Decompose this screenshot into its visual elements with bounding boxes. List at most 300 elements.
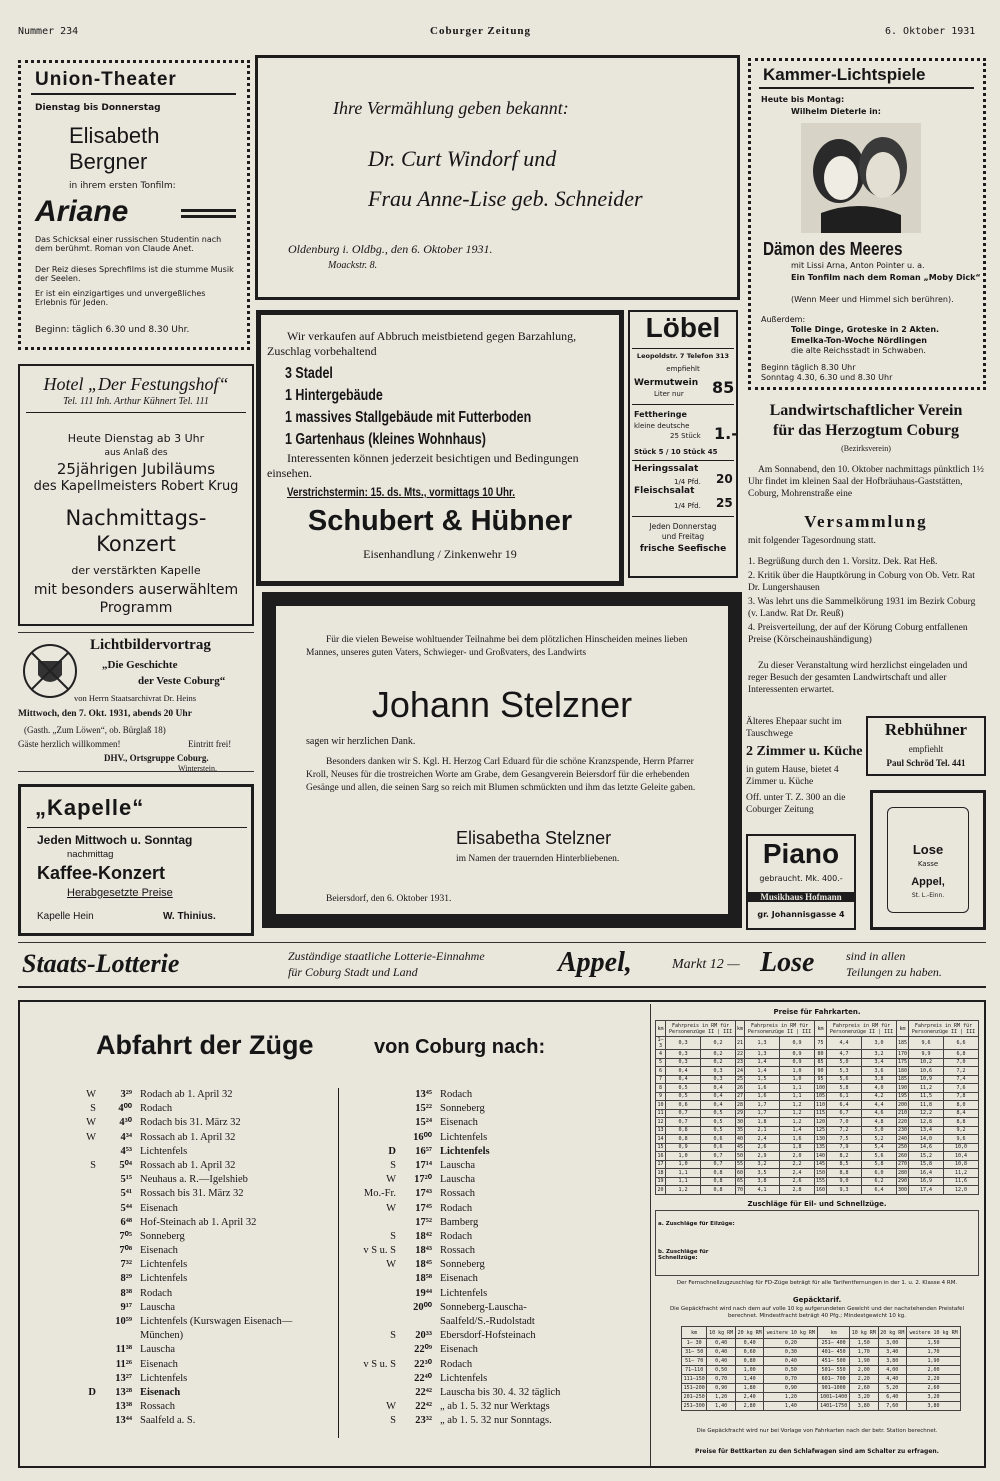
train-destination: Hof-Steinach ab 1. April 32 [140,1216,257,1228]
loebel-name: Löbel [645,312,721,343]
fares-cell: 0,8 [701,1177,736,1186]
fares-cell: 50 [737,1152,744,1159]
fd-note: Der Fernschnellzugzuschlag für FD-Züge beträgt für alle Tarifentfernungen in der 1. u. 2. Klasse 4 RM. [676,1280,958,1286]
mourning-name: Johann Stelzner [371,684,633,725]
kammer-title: Kammer-Lichtspiele [763,65,926,84]
fares-row [656,1169,979,1178]
train-destination: Rossach [440,1188,475,1200]
fares-cell: 3,2 [862,1050,897,1059]
loebel-unit-2: 1/4 Pfd. [674,502,701,510]
train-row [70,1173,338,1187]
train-destination: Sonneberg [440,1103,485,1115]
train-time: 19⁴⁴ [415,1287,432,1299]
fares-cell: 15,2 [909,1152,944,1161]
fares-cell: 2,1 [745,1126,780,1135]
fares-cell: 95 [815,1075,827,1084]
fares-cell: 20 [656,1186,666,1195]
loebel-meat-salad: Fleischsalat [634,486,695,496]
hotel-line-4: des Kapellmeisters Robert Krug [33,479,239,494]
piano-ad [746,834,856,930]
fares-cell: 1,6 [745,1084,780,1093]
fares-cell: 1,2 [780,1109,815,1118]
lichtbild-guests: Gäste herzlich willkommen! [18,739,121,749]
piano-address: gr. Johannisgasse 4 [757,910,845,919]
landwirt-invite: Zu dieser Veranstaltung wird herzlichst eingeladen und reger Besuch der gesamten Landwirtschaft und aller Interessenten erwartet. [748,661,968,695]
fares-cell: 5 [656,1058,666,1067]
loebel-meat-salad-price: 25 [716,496,733,510]
train-destination: Sonneberg [440,1259,485,1271]
fares-cell: 1,8 [745,1118,780,1127]
fares-cell: 4,4 [862,1101,897,1110]
gepaeck-cell: 1,50 [907,1339,961,1348]
fares-cell: 14,0 [909,1135,944,1144]
train-time: 10⁵⁹ [115,1316,132,1327]
fares-cell: 2,4 [745,1135,780,1144]
gepaeck-cell: 0,50 [707,1366,736,1375]
piano-price: gebraucht. Mk. 400.- [759,874,843,883]
gepaeck-row [682,1402,961,1411]
zuschlag-title: Zuschläge für Eil- und Schnellzüge. [747,1200,887,1208]
fares-cell: 6,7 [827,1109,862,1118]
train-day-code: v S u. S [363,1358,396,1370]
union-intro: in ihrem ersten Tonfilm: [69,181,176,191]
gepaeck-cell: 31— 50 [682,1348,707,1357]
fares-cell: 0,7 [701,1152,736,1161]
kammer-novel: Ein Tonfilm nach dem Roman „Moby Dick“ [791,273,981,282]
fares-cell: 1,1 [780,1084,815,1093]
gepaeck-cell: 2,20 [907,1375,961,1384]
rebhuehner-ad [866,716,986,776]
gepaeck-cell: 901—1000 [818,1384,850,1393]
fares-cell: 1,6 [745,1092,780,1101]
fares-cell: 10 [656,1101,666,1110]
fares-cell: 2,6 [780,1177,815,1186]
fares-cell: 0,3 [666,1050,701,1059]
fares-cell: 0,5 [701,1118,736,1127]
gepaeck-cell: 1,70 [850,1348,879,1357]
gepaeck-cell: 2,80 [735,1402,764,1411]
fares-cell: 1,1 [780,1092,815,1101]
train-time: 13²⁷ [115,1372,132,1384]
fares-cell: 8,8 [944,1118,979,1127]
kapelle-line-1: Jeden Mittwoch u. Sonntag [37,833,193,847]
gepaeck-cell: 7,60 [878,1402,907,1411]
train-time: 20³³ [415,1330,432,1342]
fares-cell: 8,0 [944,1101,979,1110]
gepaeck-cell: 0,60 [735,1348,764,1357]
loebel-herring: Fettheringe [634,410,687,419]
fares-cell: 0,2 [701,1037,736,1050]
train-time: 15²⁴ [415,1117,432,1129]
fares-cell: 0,3 [666,1058,701,1067]
kammer-lichtspiele-ad [748,58,986,390]
fares-header-row [656,1021,979,1037]
fares-cell: 1,0 [666,1152,701,1161]
fares-row [656,1075,979,1084]
gepaeck-row [682,1348,961,1357]
rebhuehner-title: Rebhühner [884,720,968,739]
fares-cell: 9,3 [827,1186,862,1195]
train-destination: Lauscha [440,1159,475,1171]
fares-cell: 0,7 [666,1118,701,1127]
train-time: 22⁰⁹ [414,1344,432,1356]
fares-cell: 4,4 [827,1037,862,1050]
train-destination: Lichtenfels [140,1372,188,1384]
kammer-days: Heute bis Montag: [761,95,845,104]
train-destination: Rodach [140,1287,173,1299]
train-row [346,1272,646,1286]
train-destination: Rodach bis 31. März 32 [140,1117,241,1129]
kammer-note: (Wenn Meer und Himmel sich berühren). [791,295,954,304]
gepaeck-cell: 1,00 [735,1366,764,1375]
train-row [346,1386,646,1400]
page-number: Nummer 234 [18,26,79,37]
fares-cell: 9 [656,1092,666,1101]
train-destination: Lichtenfels (Kurswagen Eisenach— [140,1316,293,1327]
train-row [346,1244,646,1258]
lichtbild-sub-1: „Die Geschichte [102,659,178,671]
train-row [346,1187,646,1201]
fares-cell: 300 [898,1186,908,1193]
hotel-festungshof-ad [18,364,254,626]
mourning-signer-2: im Namen der trauernden Hinterbliebenen. [456,854,620,864]
lose-appel: Appel, [911,876,945,888]
gepaeck-cell: 3,20 [907,1393,961,1402]
mourning-notice [262,592,742,928]
train-row [346,1145,646,1159]
fares-cell: 3,0 [862,1037,897,1050]
fares-cell: 6 [656,1067,666,1076]
fares-cell: 1,1 [666,1177,701,1186]
train-day-code: S [90,1159,96,1171]
train-time: 22³⁰ [414,1358,432,1370]
fares-header-cell: Fahrpreis in RM für Personenzüge II | III [666,1021,736,1037]
train-time: 9¹⁷ [120,1301,132,1313]
fares-cell: 1,8 [780,1143,815,1152]
fares-cell: 8,8 [827,1169,862,1178]
fares-cell: 17,4 [909,1186,944,1195]
fares-cell: 13 [656,1126,666,1135]
train-destination: Saalfeld/S.-Rudolstadt [440,1316,535,1327]
kapelle-line-3: Kaffee-Konzert [37,863,166,883]
fares-row [656,1160,979,1169]
abbruch-termin: Verstrichstermin: 15. ds. Mts., vormittags 10 Uhr. [287,485,516,499]
union-star-last: Bergner [69,149,148,174]
fares-cell: 170 [898,1050,908,1057]
train-destination: Eisenach [140,1386,181,1398]
landwirt-order: mit folgender Tagesordnung statt. [748,536,876,546]
train-destination: Eisenach [140,1358,178,1370]
train-row [346,1343,646,1357]
lose-kasse: Kasse [917,860,939,868]
fares-cell: 0,8 [666,1126,701,1135]
train-destination: Rossach ab 1. April 32 [140,1131,236,1143]
train-time: 20⁰⁰ [413,1301,432,1313]
fares-cell: 11,2 [909,1084,944,1093]
train-destination: Lauscha bis 30. 4. 32 täglich [440,1386,561,1398]
gepaeck-cell: 1,40 [764,1402,818,1411]
train-time: 11³⁸ [115,1344,132,1356]
fares-cell: 9,0 [827,1177,862,1186]
train-destination: „ ab 1. 5. 32 nur Werktags [440,1401,550,1413]
gepaeck-cell: 2,00 [907,1366,961,1375]
fares-cell: 13,4 [909,1126,944,1135]
fares-row [656,1118,979,1127]
fares-cell: 7,9 [827,1143,862,1152]
fares-row [656,1084,979,1093]
fares-cell: 0,5 [666,1084,701,1093]
gepaeck-cell: 4,00 [878,1366,907,1375]
train-row [70,1145,338,1159]
loebel-fish: frische Seefische [639,544,727,554]
train-time: 15²² [415,1103,432,1115]
lotterie-lose: Lose [760,947,815,978]
train-row [346,1202,646,1216]
kammer-also: Außerdem: [761,315,806,324]
gepaeck-row [682,1357,961,1366]
fares-cell: 45 [737,1144,744,1151]
gepaeck-cell: 2,00 [850,1366,879,1375]
fares-cell: 17 [656,1160,666,1169]
train-row [346,1216,646,1230]
train-time: 13⁴⁴ [115,1415,132,1427]
gepaeck-cell: 251— 400 [818,1339,850,1348]
hotel-line-7: der verstärkten Kapelle [71,564,201,577]
gepaeck-cell: 2,60 [850,1384,879,1393]
loebel-address: Leopoldstr. 7 Telefon 313 [636,352,730,360]
newspaper-name: Coburger Zeitung [430,25,532,37]
kammer-star: Wilhelm Dieterle in: [791,107,881,116]
train-row [346,1287,646,1301]
gepaeck-row [682,1375,961,1384]
train-day-code: D [88,1386,96,1398]
fares-cell: 7,0 [827,1118,862,1127]
mourning-text-2: Besonders danken wir S. Kgl. H. Herzog Carl Eduard für die schöne Kranzspende, Herrn Pfarrer Kroll, Neuses für die trostreichen Worte am Grabe, dem Gesangverein Beiersdorf für die erhebenden Gesänge und allen, die seinen Sarg so reich mit Blumen schmückten und ihm das letzte Geleite gaben. [306,757,696,793]
kammer-extra-1: Tolle Dinge, Groteske in 2 Akten. [791,325,940,334]
fares-cell: 40 [737,1135,744,1142]
train-row [346,1414,646,1428]
train-row [346,1372,646,1386]
hotel-owner: Tel. 111 Inh. Arthur Kühnert Tel. 111 [63,396,209,407]
gepaeck-cell: 0,40 [735,1339,764,1348]
train-row [346,1173,646,1187]
train-time: 11²⁶ [115,1358,132,1370]
wedding-line-1: Ihre Vermählung geben bekannt: [333,98,569,118]
fares-cell: 12,8 [909,1118,944,1127]
mourning-place: Beiersdorf, den 6. Oktober 1931. [326,894,452,904]
gepaeck-cell: 2,40 [735,1393,764,1402]
gepaeck-cell: 3,80 [850,1402,879,1411]
fares-cell: 290 [898,1178,908,1185]
gepaeck-cell: 1,40 [735,1375,764,1384]
rebhuehner-rec: empfiehlt [908,744,944,754]
lichtbild-by: von Herrn Staatsarchivrat Dr. Heins [74,693,197,703]
fares-cell: 12 [656,1118,666,1127]
fares-cell: 125 [816,1127,826,1134]
landwirt-title-1: Landwirtschaftlicher Verein [769,402,963,419]
train-day-code: Mo.-Fr. [363,1188,396,1200]
fares-cell: 18 [656,1169,666,1178]
fares-cell: 5,8 [862,1160,897,1169]
fares-cell: 6,8 [944,1050,979,1059]
fares-cell: 4,7 [827,1050,862,1059]
fares-cell: 7,5 [827,1135,862,1144]
fares-cell: 19 [656,1177,666,1186]
abbruch-info: Interessenten können jederzeit besichtigen und Bedingungen einsehen. [267,451,579,480]
abbruch-item: 1 Hintergebäude [285,387,383,404]
fares-cell: 8,4 [944,1109,979,1118]
fares-cell: 2,2 [780,1160,815,1169]
train-time: 18⁴³ [415,1245,432,1257]
fares-cell: 55 [737,1161,744,1168]
trains-title: Abfahrt der Züge [96,1030,314,1060]
fares-cell: 10,0 [944,1143,979,1152]
kammer-extra-3: die alte Reichsstadt in Schwaben. [791,346,926,355]
fares-cell: 10,9 [909,1075,944,1084]
train-row [70,1400,338,1414]
fares-cell: 0,9 [780,1058,815,1067]
lichtbild-ad [18,632,254,772]
fares-cell: 3,6 [862,1067,897,1076]
fares-cell: 14 [656,1135,666,1144]
fares-cell: 0,5 [701,1126,736,1135]
train-time: 4³⁰ [119,1117,132,1129]
fares-cell: 2,6 [745,1143,780,1152]
fares-cell: 85 [815,1058,827,1067]
train-destination: Lichtenfels [440,1145,490,1157]
train-day-code: W [86,1131,96,1143]
fares-cell: 10,2 [909,1058,944,1067]
train-row [346,1116,646,1130]
lichtbild-org-2: Winterstein. [178,764,217,773]
train-row [70,1187,338,1201]
fares-cell: 0,2 [701,1050,736,1059]
fares-cell: 1—3 [656,1037,666,1050]
kammer-cast: mit Lissi Arna, Anton Pointer u. a. [791,261,925,270]
fares-cell: 150 [816,1169,826,1176]
fares-cell: 200 [898,1101,908,1108]
gepaeck-cell: 6,40 [878,1393,907,1402]
train-row [346,1088,646,1102]
fares-cell: 4,1 [745,1186,780,1195]
loebel-wine-price: 85 [712,378,735,397]
train-destination: Rodach [440,1230,473,1242]
gepaeck-cell: 1,40 [707,1402,736,1411]
loebel-thursday: Jeden Donnerstag [649,522,717,531]
train-row [346,1329,646,1343]
train-time: 16⁰⁰ [413,1131,432,1143]
fares-cell: 6,4 [827,1101,862,1110]
train-destination: Eisenach [440,1273,478,1285]
train-destination: Eisenach [440,1117,478,1129]
fares-cell: 5,6 [862,1152,897,1161]
fares-cell: 110 [816,1101,826,1108]
hotel-line-3: 25jährigen Jubiläums [56,460,216,478]
fares-header-cell: Fahrpreis in RM für Personenzüge II | III [827,1021,897,1037]
train-day-code: W [86,1117,96,1129]
gepaeck-header-cell: weitere 10 kg RM [764,1327,818,1339]
gepaeck-cell: 0,40 [707,1348,736,1357]
kapelle-line-6: W. Thinius. [163,911,216,922]
fares-cell: 270 [898,1161,908,1168]
fares-cell: 26 [737,1084,744,1091]
union-paragraph-3: Er ist ein einzigartiges und unvergeßliches Erlebnis für Jeden. [35,289,206,307]
fares-cell: 23 [737,1059,744,1066]
hotel-line-8: mit besonders auserwähltem [33,582,239,598]
gepaeck-cell: 0,90 [707,1384,736,1393]
fares-cell: 35 [737,1127,744,1134]
train-destination: Eisenach [140,1245,178,1257]
fares-cell: 30 [737,1118,744,1125]
gepaeck-header-cell: 10 kg RM [850,1327,879,1339]
fares-cell: 0,3 [666,1037,701,1050]
gepaeck-cell: 451— 500 [818,1357,850,1366]
piano-shop: Musikhaus Hofmann [748,892,854,902]
gepaeck-cell: 0,40 [764,1357,818,1366]
fares-cell: 80 [815,1050,827,1059]
gepaeck-cell: 1,50 [850,1339,879,1348]
gepaeck-cell: 3,00 [878,1339,907,1348]
fares-cell: 240 [898,1135,908,1142]
union-film: Ariane [35,195,129,228]
hotel-line-5: Nachmittags- [65,506,207,530]
train-row [70,1372,338,1386]
fares-cell: 0,9 [666,1143,701,1152]
fares-cell: 0,8 [701,1186,736,1195]
hotel-line-9: Programm [99,600,173,616]
loebel-friday: und Freitag [661,532,705,541]
ehepaar-line-3: in gutem Hause, bietet 4 Zimmer u. Küche [746,765,839,787]
fares-cell: 1,2 [666,1186,701,1195]
fares-cell: 14,6 [909,1143,944,1152]
fares-cell: 16,4 [909,1169,944,1178]
fares-cell: 5,4 [862,1143,897,1152]
fares-cell: 115 [816,1110,826,1117]
train-row [70,1202,338,1216]
train-schedule [18,1000,986,1468]
fares-cell: 7 [656,1075,666,1084]
loebel-wine: Wermutwein [634,378,699,388]
gepaeck-cell: 0,20 [764,1339,818,1348]
gepaeck-cell: 0,90 [764,1384,818,1393]
lotterie-title: Staats-Lotterie [22,949,180,978]
loebel-herring-kind: kleine deutsche [634,422,690,430]
train-day-code: W [386,1174,396,1186]
gepaeck-cell: 71—110 [682,1366,707,1375]
loebel-herring-salad-price: 20 [716,472,733,486]
fares-cell: 0,2 [701,1058,736,1067]
fares-cell: 7,4 [944,1075,979,1084]
gepaeck-cell: 1— 30 [682,1339,707,1348]
coat-of-arms-icon [22,643,78,699]
fares-cell: 6,1 [827,1092,862,1101]
fares-cell: 9,6 [944,1135,979,1144]
fares-cell: 2,4 [780,1169,815,1178]
train-time: 8³⁸ [120,1287,132,1299]
fares-cell: 7,0 [944,1058,979,1067]
zuschlag-box [655,1210,979,1276]
train-time: 17²⁰ [414,1174,432,1186]
fares-row [656,1092,979,1101]
gepaeck-title: Gepäcktarif. [792,1296,842,1304]
union-begin: Beginn: täglich 6.30 und 8.30 Uhr. [35,325,190,335]
fares-cell: 1,4 [745,1058,780,1067]
landwirt-point: 3. Was lehrt uns die Sammelkörung 1931 im Bezirk Coburg (v. Landw. Rat Dr. Reuß) [748,597,976,619]
gepaeck-cell: 1,90 [850,1357,879,1366]
fares-row [656,1109,979,1118]
gepaeck-row [682,1339,961,1348]
lotterie-sub-1: Zuständige staatliche Lotterie-Einnahme [288,949,485,963]
